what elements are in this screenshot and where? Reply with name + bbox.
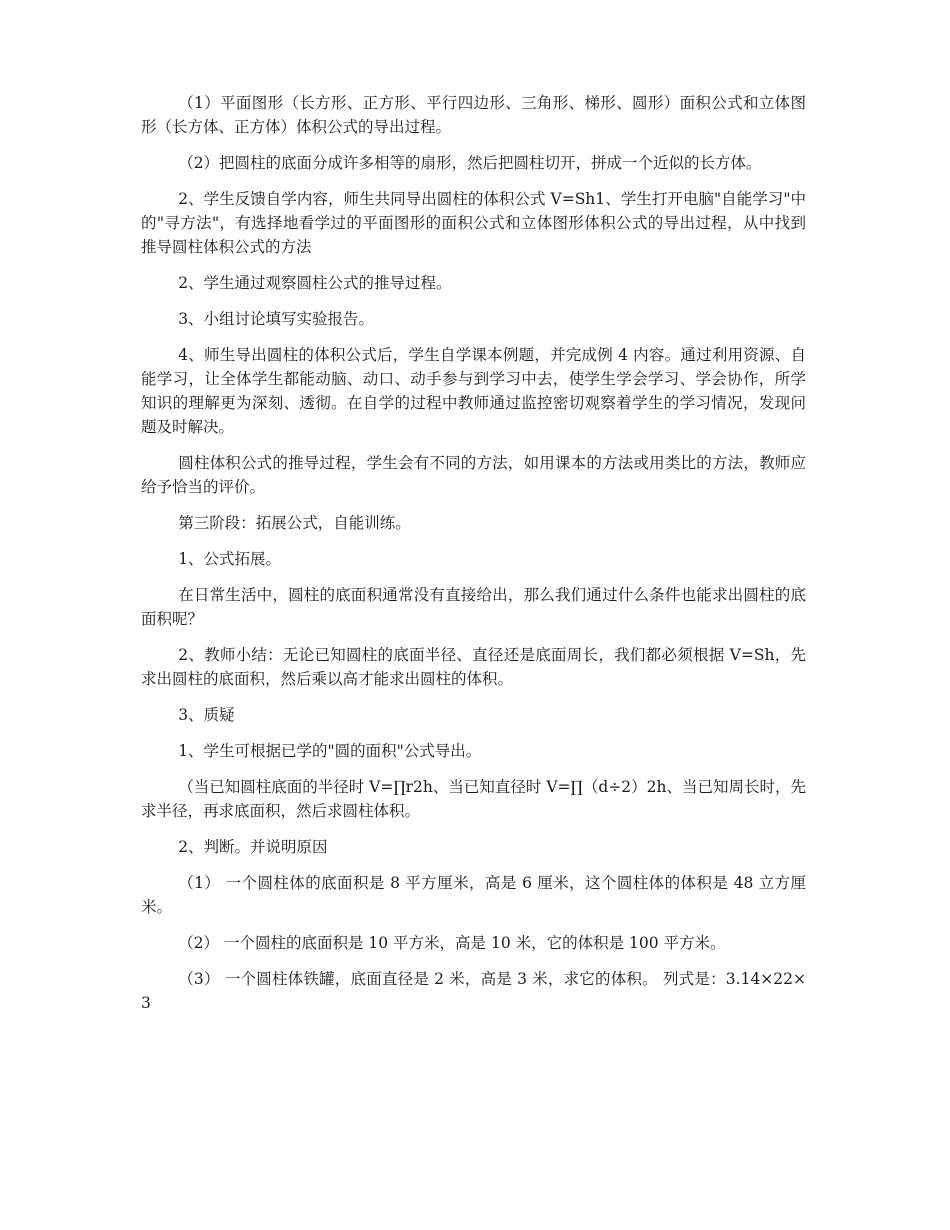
- paragraph-12: 3、质疑: [178, 706, 235, 724]
- paragraph-18: （3） 一个圆柱体铁罐，底面直径是 2 米，高是 3 米，求它的体积。 列式是：3.14×22×3: [141, 970, 806, 1012]
- paragraph-13: 1、学生可根据已学的"圆的面积"公式导出。: [178, 742, 482, 760]
- paragraph-7: 圆柱体积公式的推导过程，学生会有不同的方法，如用课本的方法或用类比的方法，教师应给予恰当的评价。: [141, 454, 806, 496]
- paragraph-2: （2）把圆柱的底面分成许多相等的扇形，然后把圆柱切开，拼成一个近似的长方体。: [178, 154, 762, 172]
- paragraph-1: （1）平面图形（长方形、正方形、平行四边形、三角形、梯形、圆形）面积公式和立体图形（长方体、正方体）体积公式的导出过程。: [141, 94, 806, 136]
- document-page: [141, 91, 806, 1027]
- paragraph-3: 2、学生反馈自学内容，师生共同导出圆柱的体积公式 V=Sh1、学生打开电脑"自能学习"中的"寻方法"，有选择地看学过的平面图形的面积公式和立体图形体积公式的导出过程，从中找到推导圆柱体积公式的方法: [141, 190, 806, 256]
- paragraph-5: 3、小组讨论填写实验报告。: [178, 310, 375, 328]
- paragraph-9: 1、公式拓展。: [178, 550, 282, 568]
- paragraph-14: （当已知圆柱底面的半径时 V=∏r2h、当已知直径时 V=∏（d÷2）2h、当已知周长时，先求半径，再求底面积，然后求圆柱体积。: [141, 778, 806, 820]
- paragraph-10: 在日常生活中，圆柱的底面积通常没有直接给出，那么我们通过什么条件也能求出圆柱的底面积呢？: [141, 586, 806, 628]
- paragraph-16: （1） 一个圆柱体的底面积是 8 平方厘米，高是 6 厘米，这个圆柱体的体积是 48 立方厘米。: [141, 874, 806, 916]
- paragraph-11: 2、教师小结：无论已知圆柱的底面半径、直径还是底面周长，我们都必须根据 V=Sh，先求出圆柱的底面积，然后乘以高才能求出圆柱的体积。: [141, 646, 806, 688]
- paragraph-17: （2） 一个圆柱的底面积是 10 平方米，高是 10 米，它的体积是 100 平方米。: [178, 934, 726, 952]
- paragraph-4: 2、学生通过观察圆柱公式的推导过程。: [178, 274, 452, 292]
- paragraph-15: 2、判断。并说明原因: [178, 838, 328, 856]
- paragraph-6: 4、师生导出圆柱的体积公式后，学生自学课本例题，并完成例 4 内容。通过利用资源、自能学习，让全体学生都能动脑、动口、动手参与到学习中去，使学生学会学习、学会协作，所学知识的理解更为深刻、透彻。在自学的过程中教师通过监控密切观察着学生的学习情况，发现问题及时解决。: [141, 346, 806, 436]
- section-heading: 第三阶段：拓展公式，自能训练。: [178, 514, 411, 532]
